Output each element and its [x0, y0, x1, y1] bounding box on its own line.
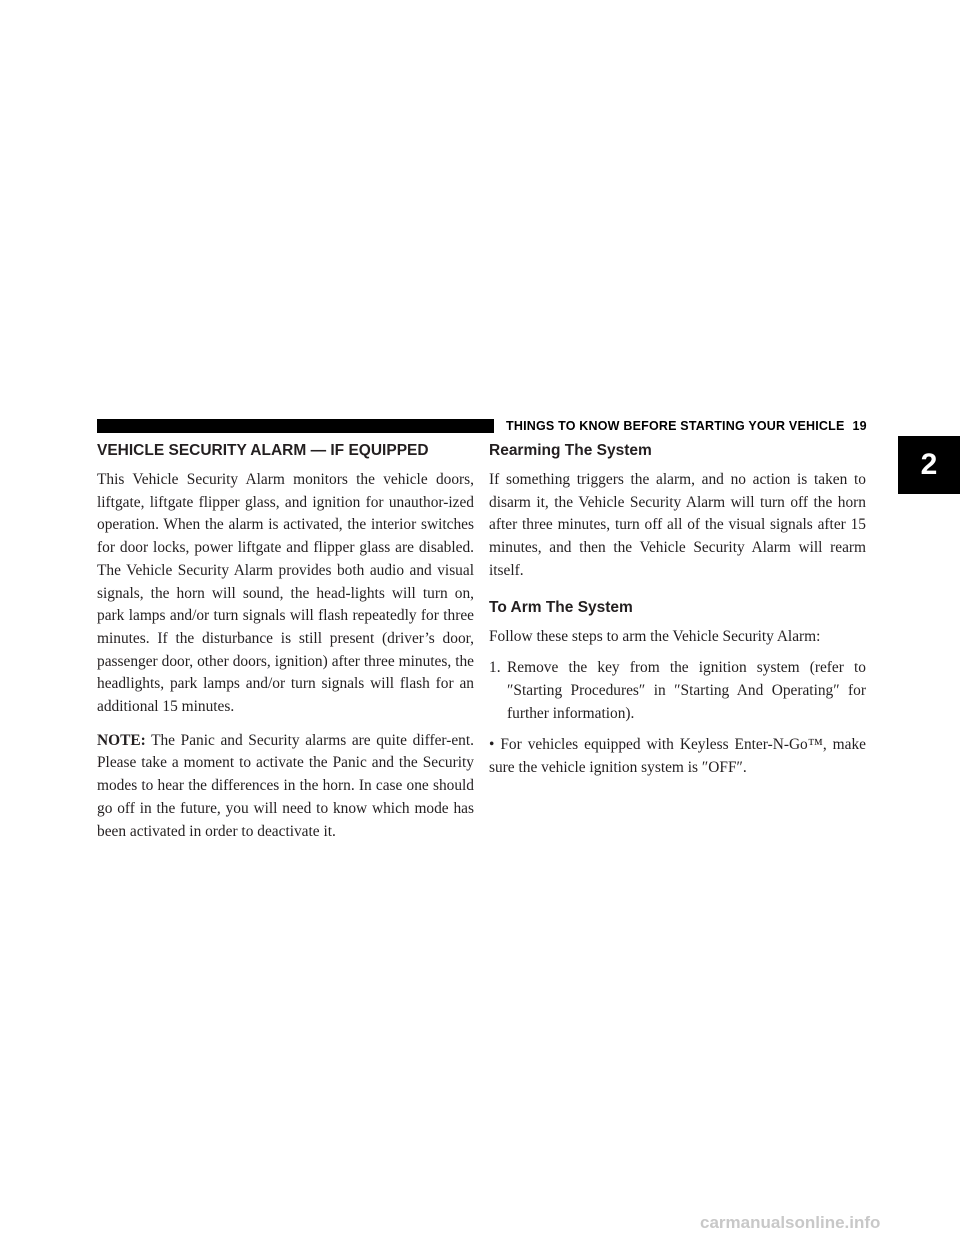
note-paragraph: [97, 730, 474, 844]
subheading-rearming: Rearming The System: [489, 442, 652, 459]
step-text: Remove the key from the ignition system (refer to ″Starting Procedures″ in ″Starting And Operating″ for further information).: [507, 659, 866, 722]
chapter-tab: 2: [898, 436, 960, 494]
running-header: [506, 418, 867, 434]
right-column: [489, 440, 866, 780]
section-heading: VEHICLE SECURITY ALARM — IF EQUIPPED: [97, 442, 429, 459]
running-title: THINGS TO KNOW BEFORE STARTING YOUR VEHICLE: [506, 419, 845, 433]
note-text: The Panic and Security alarms are quite differ-ent. Please take a moment to activate the Panic and the Security modes to hear the differences in the horn. In case one should go off in the future, you will need to know which mode has been activated in order to deactivate it.: [97, 731, 474, 840]
subheading-to-arm: To Arm The System: [489, 598, 633, 616]
body-paragraph: This Vehicle Security Alarm monitors the vehicle doors, liftgate, liftgate flipper glass, and ignition for unauthor-ized operation. When the alarm is activated, the interior switches for door locks, power liftgate and flipper glass are disabled. The Vehicle Security Alarm provides both audio and visual signals, the horn will sound, the head-lights will turn on, park lamps and/or turn signals will flash repeatedly for three minutes. If the disturbance is still present (driver’s door, passenger door, other doors, ignition) after three minutes, the headlights, park lamps and/or turn signals will flash for an additional 15 minutes.: [97, 471, 474, 716]
watermark: carmanualsonline.info: [700, 1213, 881, 1232]
step-number: 1.: [489, 659, 501, 677]
left-column: [97, 440, 474, 843]
arm-intro-paragraph: Follow these steps to arm the Vehicle Security Alarm:: [489, 627, 821, 645]
page-number: 19: [852, 419, 867, 433]
step-item: [489, 657, 866, 725]
rearming-paragraph: If something triggers the alarm, and no action is taken to disarm it, the Vehicle Security Alarm will turn off the horn after three minutes, turn off all of the visual signals after 15 minutes, and then the Vehicle Security Alarm will rearm itself.: [489, 471, 866, 579]
bullet-paragraph: • For vehicles equipped with Keyless Enter-N-Go™, make sure the vehicle ignition system is ″OFF″.: [489, 736, 866, 777]
header-rule-bar: [97, 419, 494, 433]
note-label: NOTE:: [97, 731, 146, 749]
